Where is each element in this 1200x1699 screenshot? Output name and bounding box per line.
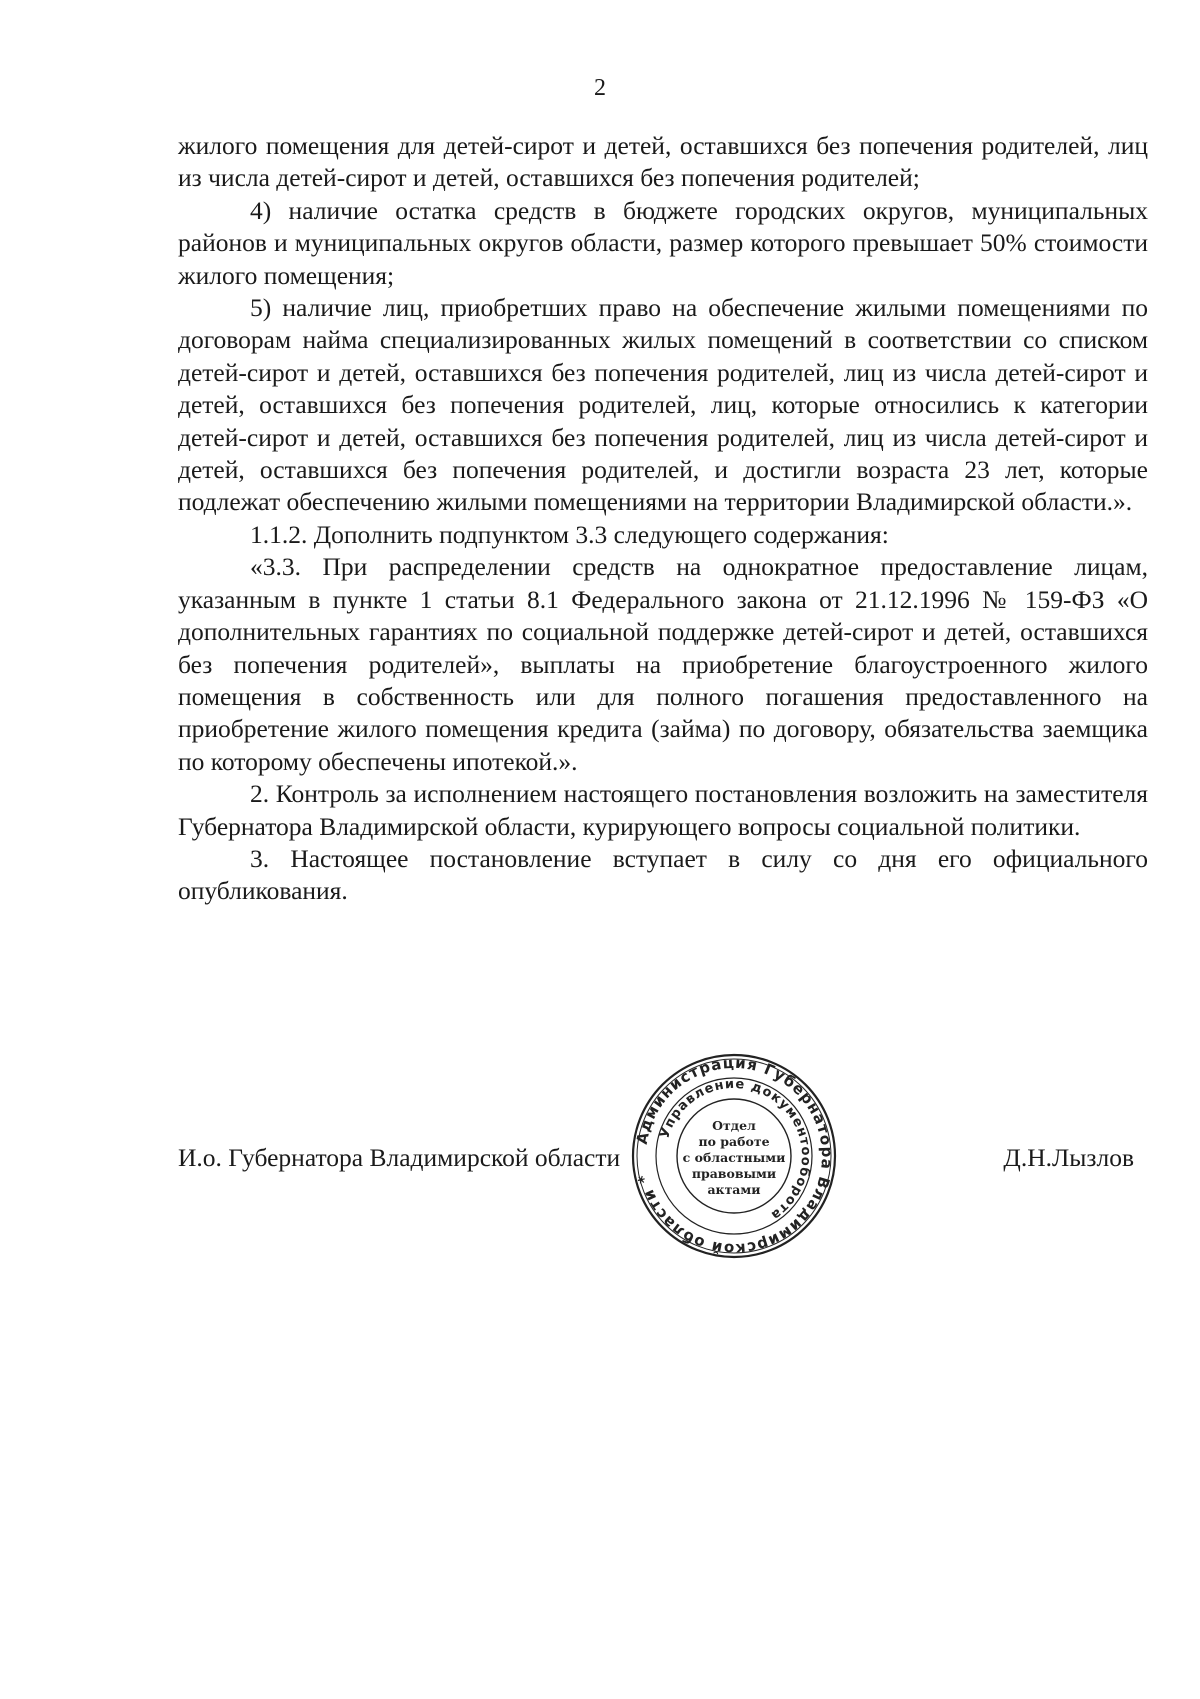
stamp-inner-line: с областными — [682, 1150, 786, 1165]
stamp-middle-text: Управление документооборота — [657, 1076, 814, 1223]
paragraph-control: 2. Контроль за исполнением настоящего постановления возложить на заместителя Губернатора Владимирской области, курирующего вопросы социальной политики. — [178, 779, 1148, 841]
paragraph-effective: 3. Настоящее постановление вступает в силу со дня его официального опубликования. — [178, 843, 1148, 906]
signatory-name: Д.Н.Лызлов — [1003, 1143, 1134, 1172]
document-body — [178, 130, 1148, 908]
stamp-inner-line: актами — [707, 1182, 761, 1197]
paragraph-item-4: 4) наличие остатка средств в бюджете городских округов, муниципальных районов и муниципальных округов области, размер которого превышает 50% стоимости жилого помещения; — [178, 195, 1148, 290]
paragraph-3-3: «3.3. При распределении средств на однократное предоставление лицам, указанным в пункте 1 статьи 8.1 Федерального закона от 21.12.1996 № 159-ФЗ «О дополнительных гарантиях по социальной поддержке детей-сирот и детей, оставшихся без попечения родителей», выплаты на приобретение благоустроенного жилого помещения в собственность или для полного погашения предоставленного на приобретение жилого помещения кредита (займа) по договору, обязательства заемщика по которому обеспечены ипотекой.». — [178, 552, 1148, 776]
paragraph-continuation: жилого помещения для детей-сирот и детей, оставшихся без попечения родителей, лиц из числа детей-сирот и детей, оставшихся без попечения родителей; — [178, 131, 1148, 193]
signatory-position: И.о. Губернатора Владимирской области — [178, 1143, 621, 1172]
stamp-inner-line: Отдел — [712, 1118, 756, 1133]
stamp-inner-line: правовыми — [691, 1166, 777, 1181]
paragraph-item-5: 5) наличие лиц, приобретших право на обеспечение жилыми помещениями по договорам найма специализированных жилых помещений в соответствии со списком детей-сирот и детей, оставшихся без попечения родителей, лиц из числа детей-сирот и детей, оставшихся без попечения родителей, лиц, которые относились к категории детей-сирот и детей, оставшихся без попечения родителей, лиц из числа детей-сирот и детей, оставшихся без попечения родителей, и достигли возраста 23 лет, которые подлежат обеспечению жилыми помещениями на территории Владимирской области.». — [178, 293, 1148, 517]
page-number: 2 — [594, 75, 606, 101]
stamp-outer-text: Администрация Губернатора Владимирской области * — [632, 1053, 837, 1259]
official-seal-stamp — [628, 1050, 840, 1262]
stamp-inner-line: по работе — [698, 1134, 770, 1149]
paragraph-1-1-2: 1.1.2. Дополнить подпунктом 3.3 следующего содержания: — [250, 519, 889, 549]
